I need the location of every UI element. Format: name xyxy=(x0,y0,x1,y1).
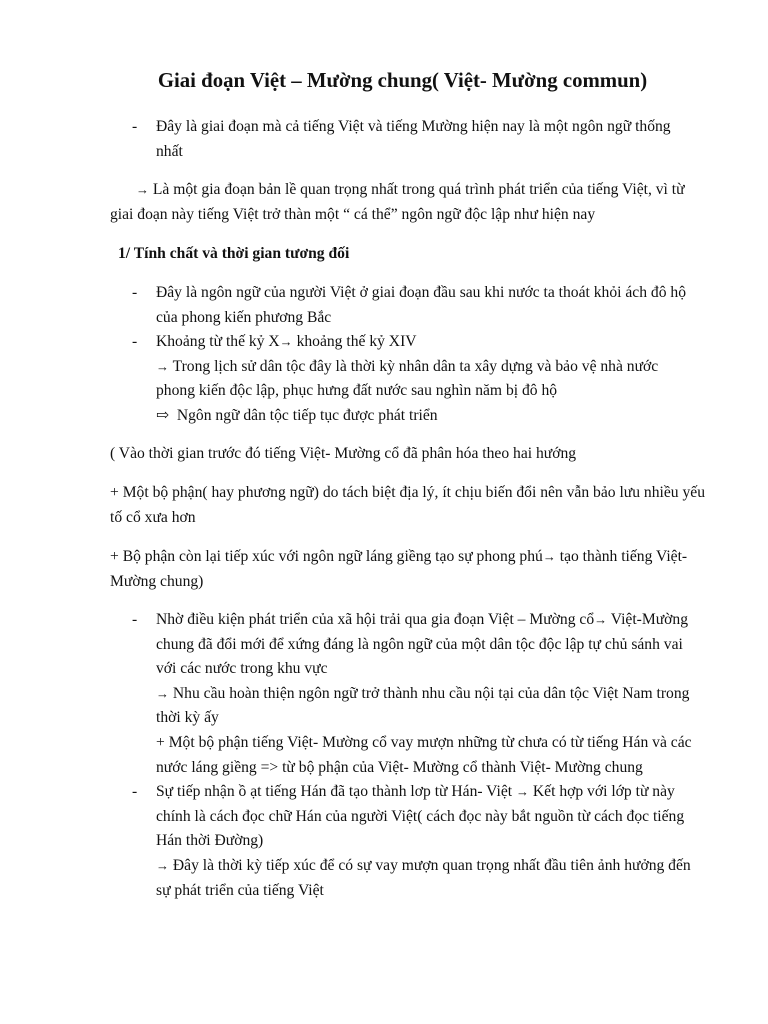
section-heading: 1/ Tính chất và thời gian tương đối xyxy=(118,245,350,262)
sub-text: Ngôn ngữ dân tộc tiếp tục được phát triển xyxy=(176,406,438,424)
bullet-item xyxy=(0,281,768,330)
note-paragraph: ( Vào thời gian trước đó tiếng Việt- Mường cổ đã phân hóa theo hai hướng xyxy=(110,445,577,462)
arrow-icon: → xyxy=(156,358,169,374)
sub-text: Trong lịch sử dân tộc đây là thời kỳ nhân dân ta xây dựng và bảo vệ nhà nước phong kiến độc lập, phục hưng đất nước sau nghìn năm bị đô hộ xyxy=(156,357,659,400)
paragraph-text: tạo thành tiếng Việt- Mường chung) xyxy=(110,548,688,590)
bullet-text: Đây là ngôn ngữ của người Việt ở giai đoạn đầu sau khi nước ta thoát khỏi ách đô hộ của phong kiến phương Bắc xyxy=(156,284,686,326)
note-paragraph: + Một bộ phận( hay phương ngữ) do tách biệt địa lý, ít chịu biến đổi nên vẫn bảo lưu nhiều yếu tố cổ xưa hơn xyxy=(110,484,705,526)
arrow-icon: → xyxy=(516,784,529,800)
bullet-item xyxy=(0,608,768,682)
paragraph-text: + Bộ phận còn lại tiếp xúc với ngôn ngữ láng giềng tạo sự phong phú xyxy=(110,548,543,565)
arrow-icon: → xyxy=(542,549,556,564)
dash-bullet-icon: - xyxy=(132,118,138,135)
sub-item: + Một bộ phận tiếng Việt- Mường cổ vay mượn những từ chưa có từ tiếng Hán và các nước láng giềng => từ bộ phận của Việt- Mường cổ thành Việt- Mường chung xyxy=(156,733,692,776)
sub-text: Nhu cầu hoàn thiện ngôn ngữ trở thành nhu cầu nội tại của dân tộc Việt Nam trong thời kỳ ấy xyxy=(156,684,690,727)
bullet-text: Kết hợp với lớp từ này chính là cách đọc chữ Hán của người Việt( cách đọc này bắt nguồn từ cách đọc tiếng Hán thời Đường) xyxy=(156,783,685,850)
bullet-item xyxy=(0,330,768,355)
arrow-icon: → xyxy=(136,182,149,197)
bullet-text: khoảng thế kỷ XIV xyxy=(296,333,417,351)
dash-bullet-icon: - xyxy=(132,284,138,301)
arrow-icon: → xyxy=(594,612,608,627)
sub-item xyxy=(0,682,768,731)
sub-item xyxy=(0,854,768,903)
bullet-text: Việt-Mường chung đã đổi mới để xứng đáng là ngôn ngữ của một dân tộc độc lập tự chủ sánh vai với các nước trong khu vực xyxy=(156,611,689,678)
paragraph-text: Là một gia đoạn bản lề quan trọng nhất trong quá trình phát triển của tiếng Việt, vì từ giai đoạn này tiếng Việt trở thàn một “ cá thể” ngôn ngữ độc lập như hiện nay xyxy=(110,181,685,223)
section2-bullets xyxy=(0,281,768,429)
arrow-icon: → xyxy=(279,334,293,350)
bullet-text: Sự tiếp nhận ồ ạt tiếng Hán đã tạo thành lơp từ Hán- Việt xyxy=(156,783,513,801)
sub-item xyxy=(0,355,768,404)
bullet-text: Khoảng từ thế kỷ X xyxy=(156,333,280,351)
hollow-arrow-icon: ⇨ xyxy=(156,406,170,424)
intro-paragraph xyxy=(0,178,768,227)
note-paragraph xyxy=(0,545,768,594)
page-title: Giai đoạn Việt – Mường chung( Việt- Mường commun) xyxy=(157,69,648,92)
arrow-icon: → xyxy=(156,857,169,873)
dash-bullet-icon: - xyxy=(132,611,138,628)
dash-bullet-icon: - xyxy=(132,783,138,801)
sub-text: Đây là thời kỳ tiếp xúc để có sự vay mượn quan trọng nhất đầu tiên ảnh hưởng đến sự phát triển của tiếng Việt xyxy=(156,856,691,899)
sub-item xyxy=(0,404,768,429)
bullet-text: Nhờ điều kiện phát triển của xã hội trải qua gia đoạn Việt – Mường cổ xyxy=(156,611,595,628)
intro-bullet xyxy=(0,115,768,164)
bullet-item xyxy=(0,780,768,854)
bullet-text: Đây là giai đoạn mà cả tiếng Việt và tiếng Mường hiện nay là một ngôn ngữ thống nhất xyxy=(156,118,671,160)
section4-bullets xyxy=(0,608,768,903)
dash-bullet-icon: - xyxy=(132,333,138,351)
arrow-icon: → xyxy=(156,685,169,701)
